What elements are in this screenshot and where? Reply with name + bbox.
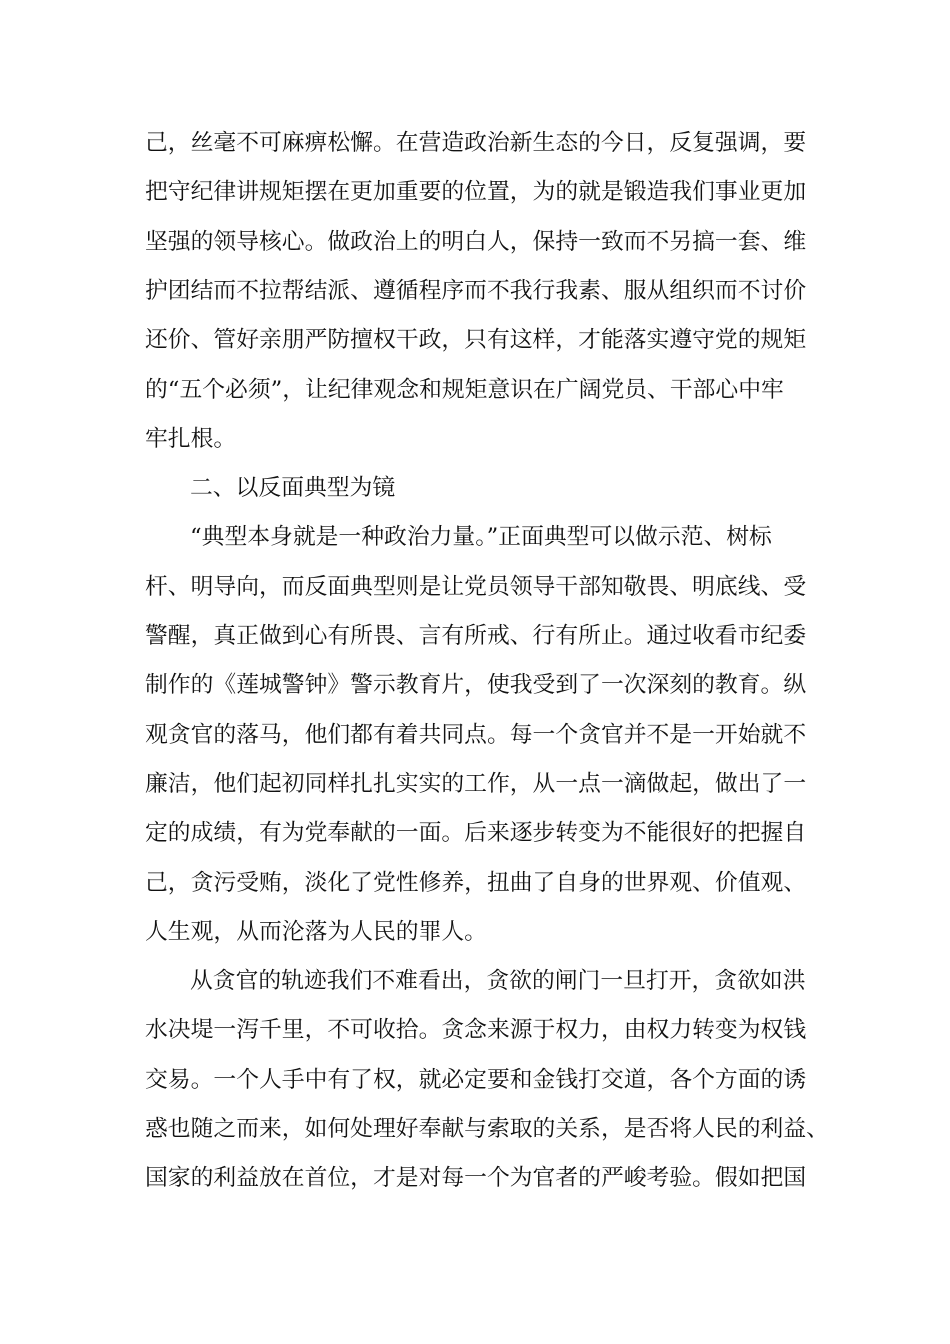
text-line: 坚强的领导核心。做政治上的明白人，保持一致而不另搞一套、维 [145,228,807,255]
text-line: 人生观，从而沦落为人民的罪人。 [145,918,487,945]
text-line: 制作的《莲城警钟》警示教育片，使我受到了一次深刻的教育。纵 [145,672,807,699]
text-line: 国家的利益放在首位，才是对每一个为官者的严峻考验。假如把国 [145,1165,807,1192]
text-line: 护团结而不拉帮结派、遵循程序而不我行我素、服从组织而不讨价 [145,277,807,304]
text-line: 交易。一个人手中有了权，就必定要和金钱打交道，各个方面的诱 [145,1066,807,1093]
text-line: 把守纪律讲规矩摆在更加重要的位置，为的就是锻造我们事业更加 [145,179,807,206]
text-line: 的“五个必须”，让纪律观念和规矩意识在广阔党员、干部心中牢 [145,376,784,403]
text-line: 警醒，真正做到心有所畏、言有所戒、行有所止。通过收看市纪委 [145,623,807,649]
text-line: 杆、明导向，而反面典型则是让党员领导干部知敬畏、明底线、受 [145,573,807,600]
text-line: 廉洁，他们起初同样扎扎实实的工作，从一点一滴做起，做出了一 [145,770,807,797]
text-line: 牢扎根。 [145,425,237,452]
paragraph-start-line: 从贪官的轨迹我们不难看出，贪欲的闸门一旦打开，贪欲如洪 [190,968,806,995]
text-line: 己，贪污受贿，淡化了党性修养，扭曲了自身的世界观、价值观、 [145,869,807,896]
text-line: 己，丝毫不可麻痹松懈。在营造政治新生态的今日，反复强调，要 [145,130,807,156]
text-line: 定的成绩，有为党奉献的一面。后来逐步转变为不能很好的把握自 [145,820,807,847]
text-line: 还价、管好亲朋严防擅权干政，只有这样，才能落实遵守党的规矩 [145,327,807,354]
text-line: 水决堤一泻千里，不可收拾。贪念来源于权力，由权力转变为权钱 [145,1017,807,1044]
paragraph-start-line: 二、以反面典型为镜 [190,475,396,502]
paragraph-start-line: “典型本身就是一种政治力量。”正面典型可以做示范、树标 [190,524,772,551]
text-line: 惑也随之而来，如何处理好奉献与索取的关系，是否将人民的利益、 [145,1116,829,1142]
text-line: 观贪官的落马，他们都有着共同点。每一个贪官并不是一开始就不 [145,721,807,748]
